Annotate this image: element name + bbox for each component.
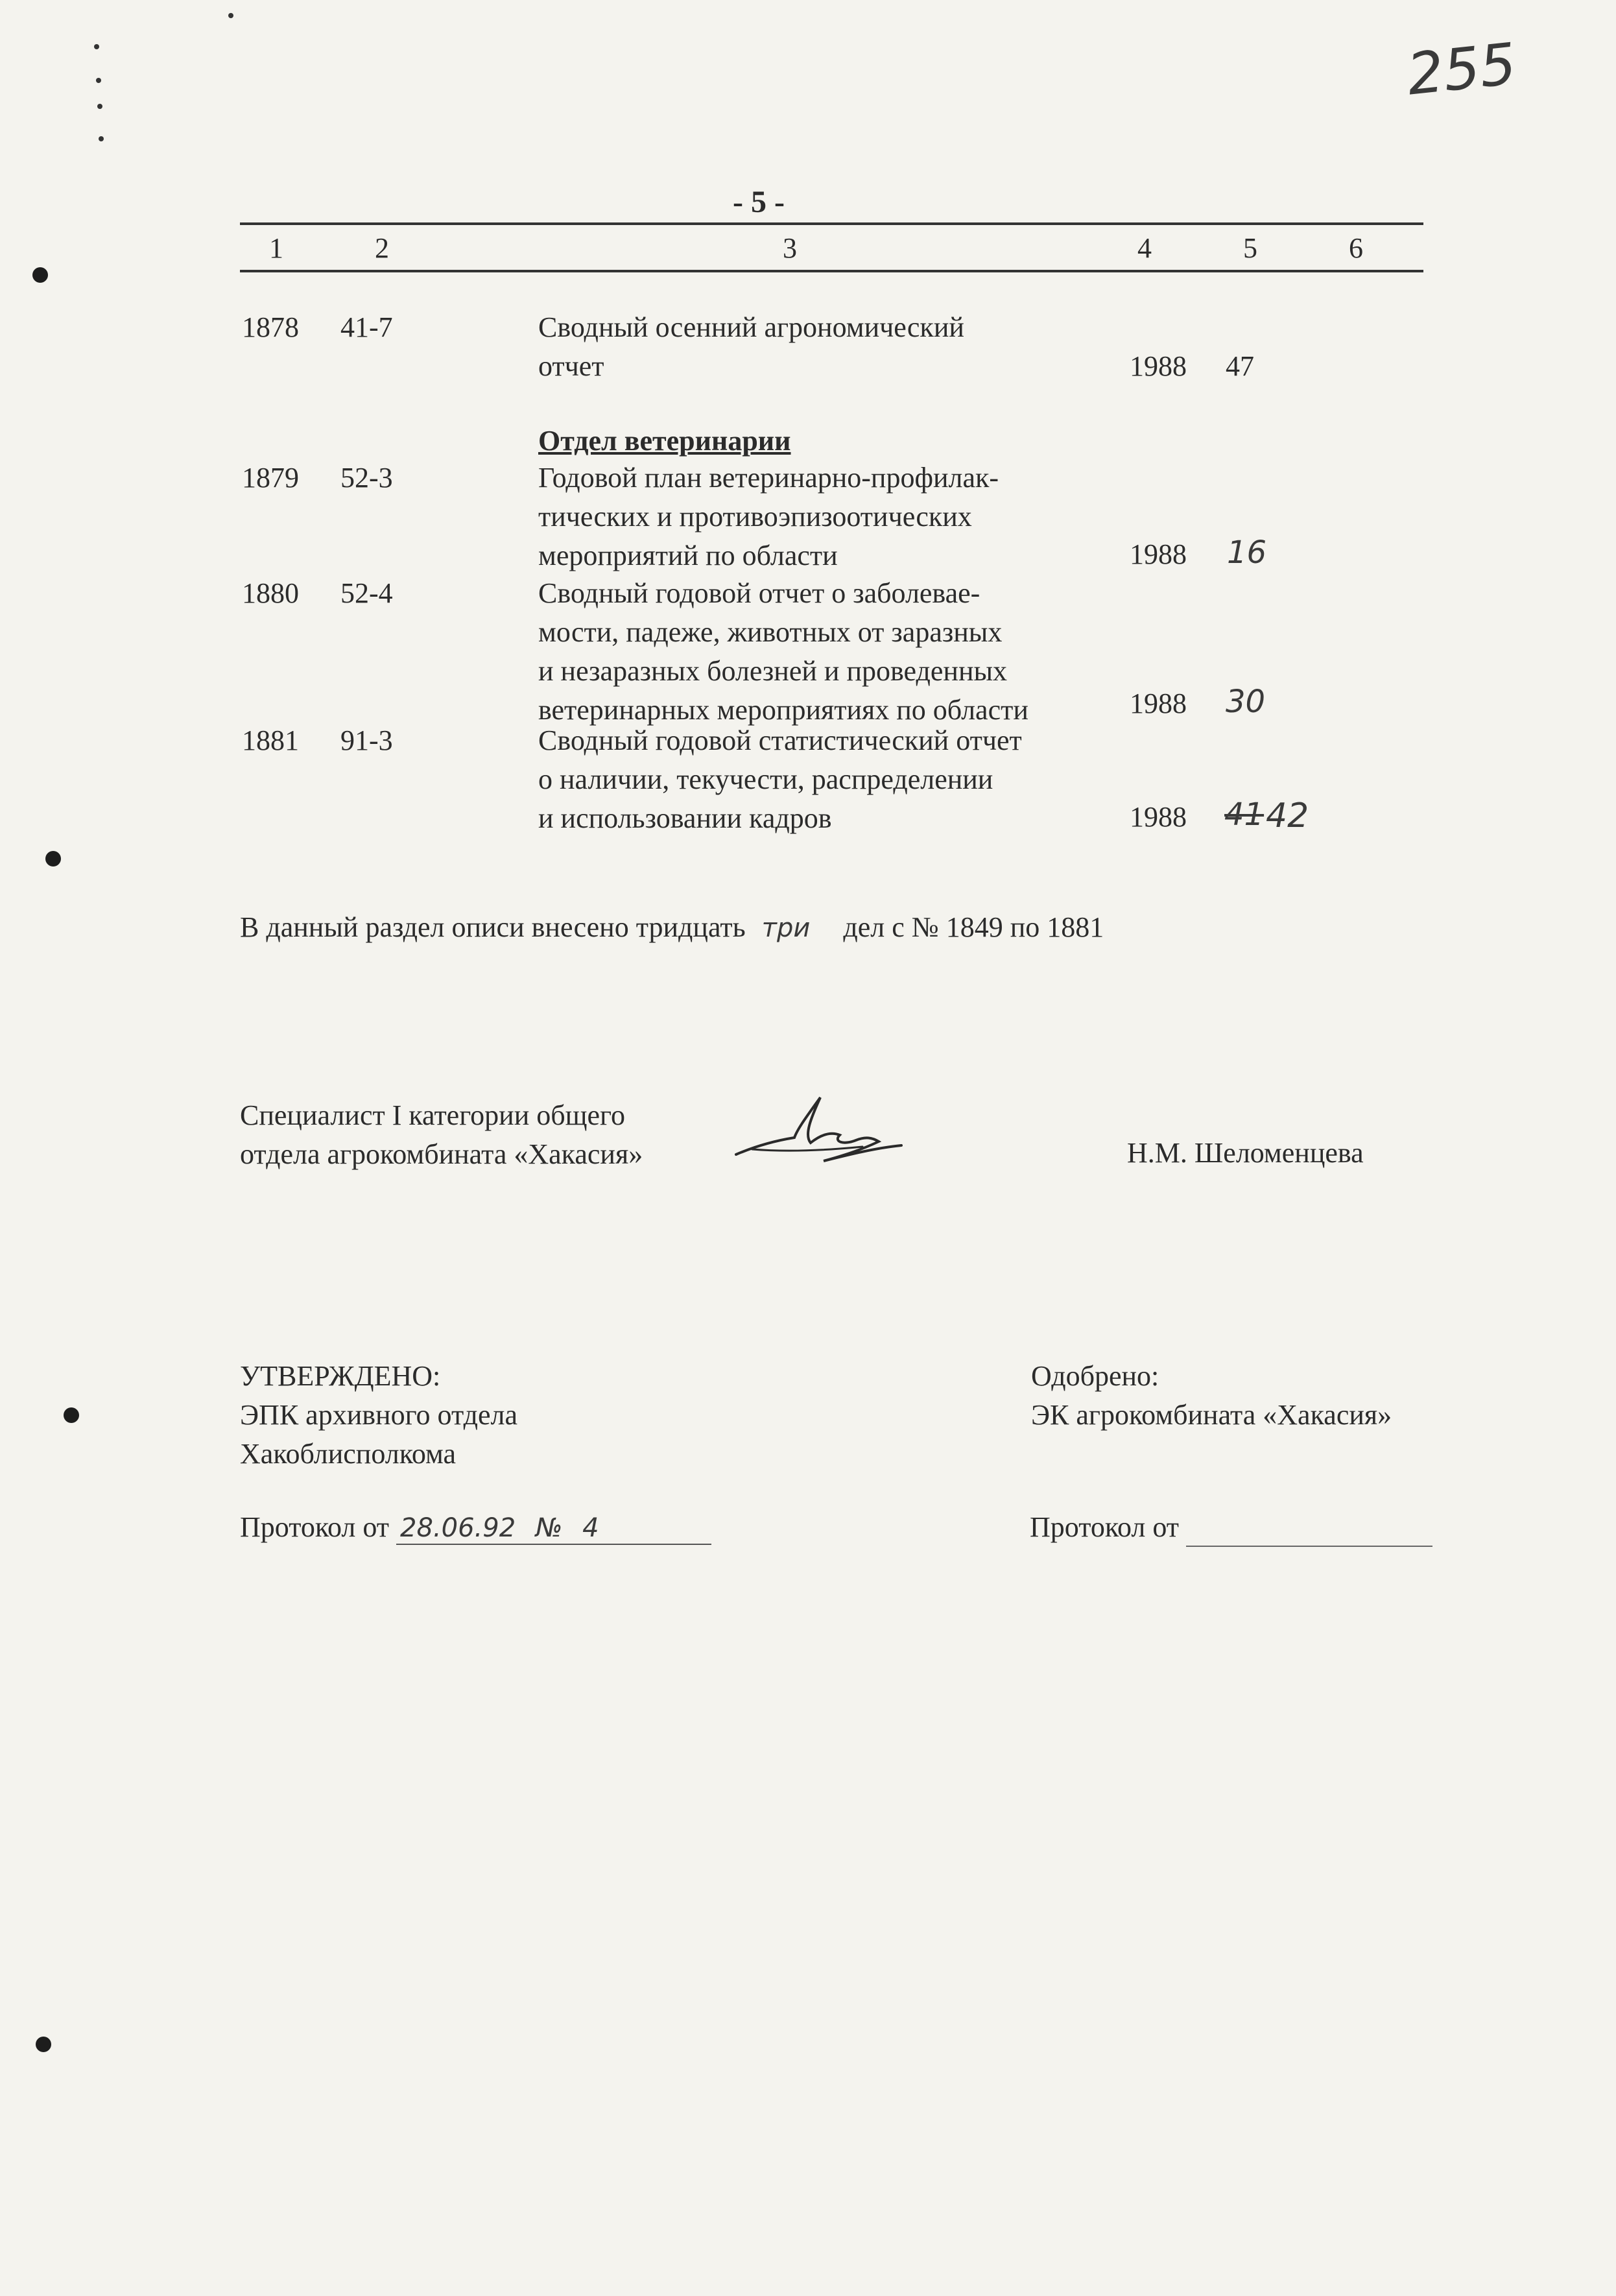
scan-speck bbox=[97, 104, 102, 109]
binder-hole bbox=[36, 2037, 51, 2052]
title-line: Сводный годовой статистический отчет bbox=[538, 724, 1022, 756]
scan-speck bbox=[228, 13, 233, 18]
binder-hole bbox=[64, 1407, 79, 1423]
row-1880-year: 1988 bbox=[1130, 688, 1187, 719]
approved-protocol bbox=[240, 1508, 711, 1547]
column-header-6: 6 bbox=[1349, 232, 1363, 264]
title-line: о наличии, текучести, распределении bbox=[538, 763, 993, 795]
row-1879-title bbox=[538, 459, 999, 575]
header-bottom-rule bbox=[240, 270, 1423, 272]
scan-speck bbox=[96, 78, 101, 83]
position-line: Специалист I категории общего bbox=[240, 1099, 625, 1131]
row-1881-index: 91-3 bbox=[340, 724, 393, 756]
title-line: и использовании кадров bbox=[538, 802, 832, 834]
summary-handwritten-count: три bbox=[761, 913, 811, 943]
approved-heading: УТВЕРЖДЕНО: bbox=[240, 1360, 441, 1392]
row-1878-index: 41-7 bbox=[340, 311, 393, 343]
summary-prefix: В данный раздел описи внесено тридцать bbox=[240, 911, 746, 943]
endorsed-protocol bbox=[1030, 1508, 1432, 1547]
title-line: ветеринарных мероприятиях по области bbox=[538, 694, 1028, 726]
title-line: Сводный осенний агрономический bbox=[538, 311, 964, 343]
signatory-name: Н.М. Шеломенцева bbox=[1127, 1137, 1364, 1169]
row-1879-sheets: 16 bbox=[1227, 534, 1267, 571]
section-heading: Отдел ветеринарии bbox=[538, 425, 791, 457]
endorsed-protocol-value bbox=[1186, 1517, 1432, 1547]
approved-line: ЭПК архивного отдела bbox=[240, 1399, 517, 1431]
approved-protocol-value: 28.06.92 № 4 bbox=[396, 1513, 711, 1545]
binder-hole bbox=[32, 267, 48, 283]
row-1881-sheets: 42 bbox=[1266, 796, 1309, 835]
row-1879-number: 1879 bbox=[242, 462, 299, 494]
title-line: Годовой план ветеринарно-профилак- bbox=[538, 462, 999, 494]
column-header-2: 2 bbox=[375, 232, 389, 264]
approved-line: Хакоблисполкома bbox=[240, 1438, 457, 1470]
endorsed-heading: Одобрено: bbox=[1031, 1360, 1159, 1392]
header-top-rule bbox=[240, 222, 1423, 225]
row-1879-index: 52-3 bbox=[340, 462, 393, 494]
row-1881-number: 1881 bbox=[242, 724, 299, 756]
title-line: Сводный годовой отчет о заболевае- bbox=[538, 577, 980, 609]
row-1880-index: 52-4 bbox=[340, 577, 393, 609]
row-1878-sheets: 47 bbox=[1226, 350, 1254, 382]
approved-block bbox=[240, 1357, 517, 1474]
endorsed-block bbox=[1031, 1357, 1392, 1435]
scan-speck bbox=[99, 136, 104, 141]
title-line: отчет bbox=[538, 350, 604, 382]
row-1880-number: 1880 bbox=[242, 577, 299, 609]
summary-suffix: дел с № 1849 по 1881 bbox=[843, 911, 1104, 943]
approved-protocol-label: Протокол от bbox=[240, 1511, 390, 1543]
title-line: тических и противоэпизоотических bbox=[538, 501, 972, 532]
signature bbox=[733, 1090, 908, 1174]
column-header-5: 5 bbox=[1243, 232, 1257, 264]
column-header-3: 3 bbox=[783, 232, 797, 264]
row-1881-title bbox=[538, 721, 1022, 838]
archive-sheet-number: 255 bbox=[1404, 30, 1519, 108]
row-1878-year: 1988 bbox=[1130, 350, 1187, 382]
row-1880-title bbox=[538, 574, 1028, 730]
summary-line bbox=[240, 908, 1104, 948]
row-1881-year: 1988 bbox=[1130, 801, 1187, 833]
endorsed-line: ЭК агрокомбината «Хакасия» bbox=[1031, 1399, 1392, 1431]
title-line: мости, падеже, животных от заразных bbox=[538, 616, 1003, 648]
page-number: - 5 - bbox=[733, 185, 785, 219]
signatory-position bbox=[240, 1096, 643, 1174]
position-line: отдела агрокомбината «Хакасия» bbox=[240, 1138, 643, 1170]
endorsed-protocol-label: Протокол от bbox=[1030, 1511, 1180, 1543]
title-line: мероприятий по области bbox=[538, 540, 838, 571]
row-1878-number: 1878 bbox=[242, 311, 299, 343]
row-1879-year: 1988 bbox=[1130, 538, 1187, 570]
row-1878-title bbox=[538, 308, 964, 386]
row-1881-sheets-struck: 41 bbox=[1224, 796, 1265, 833]
row-1880-sheets: 30 bbox=[1226, 684, 1266, 720]
scan-speck bbox=[94, 44, 99, 49]
title-line: и незаразных болезней и проведенных bbox=[538, 655, 1008, 687]
column-header-1: 1 bbox=[269, 232, 283, 264]
column-header-4: 4 bbox=[1137, 232, 1152, 264]
binder-hole bbox=[45, 851, 61, 867]
